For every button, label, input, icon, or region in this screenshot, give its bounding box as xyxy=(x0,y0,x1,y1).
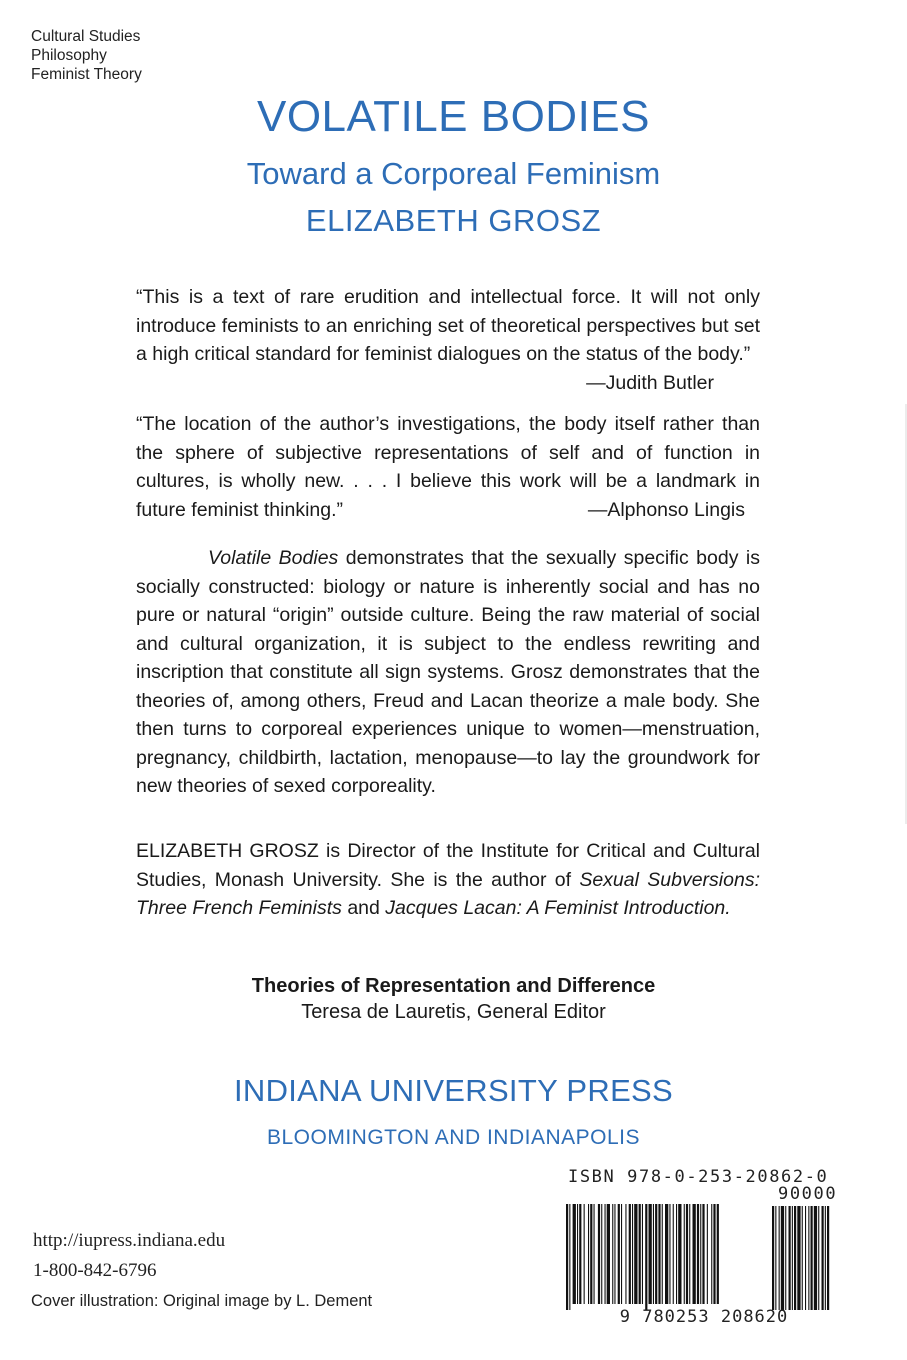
barcode-addon-bar xyxy=(779,1206,780,1310)
publisher-location: BLOOMINGTON AND INDIANAPOLIS xyxy=(266,1126,641,1149)
barcode-bar xyxy=(665,1204,668,1304)
barcode-addon-bar xyxy=(805,1206,806,1310)
barcode-bar xyxy=(649,1204,652,1304)
bio-book-title: Sexual Subversions: Three French Feminists xyxy=(136,868,760,919)
barcode-bar xyxy=(655,1204,657,1304)
barcode-addon-bar xyxy=(825,1206,826,1310)
barcode-bar xyxy=(588,1204,589,1304)
barcode-bar xyxy=(625,1204,626,1304)
bio-text: ELIZABETH GROSZ is Director of the Institute for Critical and Cultural Studies, Monash University. She is the author of xyxy=(136,840,760,891)
barcode-addon-bar xyxy=(797,1206,800,1310)
barcode-addon-bar xyxy=(775,1206,776,1310)
book-subtitle: Toward a Corporeal Feminism xyxy=(246,156,661,191)
book-description xyxy=(136,544,760,801)
description-text: demonstrates that the sexually specific body is socially constructed: biology or nature is inherently social and has no pure or natural “origin” outside culture. Being the raw material of social and cultural organization, it is subject to the endless rewriting and inscription that constitute all sign systems. Grosz demonstrates that the theories of, among others, Freud and Lacan theorize a male body. She then turns to corporeal experiences unique to women—menstruation, pregnancy, childbirth, lactation, menopause—to lay the groundwork for new theories of sexed corporeality. xyxy=(136,547,760,797)
author-bio xyxy=(136,837,760,923)
quote-text: “The location of the author’s investigations, the body itself rather than the sphere of subjective representations of self and of function in cultures, is wholly new. . . . I believe this work will be a landmark in future feminist thinking.” xyxy=(136,413,760,521)
barcode-bar xyxy=(566,1204,568,1310)
series-name: Theories of Representation and Difference xyxy=(251,975,656,997)
barcode-bar xyxy=(584,1204,585,1304)
barcode-bar xyxy=(686,1204,688,1304)
barcode-bar xyxy=(676,1204,677,1304)
barcode-bar xyxy=(629,1204,631,1304)
barcode-bar xyxy=(697,1204,699,1304)
barcode-bar xyxy=(598,1204,600,1304)
barcode-bar xyxy=(594,1204,595,1304)
barcode-bar xyxy=(569,1204,570,1310)
barcode-bar xyxy=(673,1204,674,1304)
barcode-bar xyxy=(662,1204,663,1304)
barcode-bar xyxy=(577,1204,578,1304)
barcode-bar xyxy=(639,1204,641,1304)
blurb-quote-lingis xyxy=(136,410,760,524)
barcode-addon-bar xyxy=(789,1206,791,1310)
barcode-addon-bar xyxy=(772,1206,774,1310)
barcode-bar xyxy=(614,1204,615,1304)
barcode-addon-bar xyxy=(802,1206,803,1310)
subject-item: Cultural Studies xyxy=(31,28,141,45)
barcode-bar xyxy=(702,1204,704,1304)
barcode-addon-bar xyxy=(822,1206,824,1310)
barcode-addon-bar xyxy=(792,1206,793,1310)
barcode-addon-bar xyxy=(814,1206,817,1310)
barcode-bar xyxy=(634,1204,637,1304)
bio-text: and xyxy=(341,897,386,919)
barcode-bar xyxy=(684,1204,685,1304)
cover-credit: Cover illustration: Original image by L. Dement xyxy=(31,1292,373,1310)
barcode-bar xyxy=(579,1204,581,1304)
isbn-label: ISBN 978-0-253-20862-0 xyxy=(568,1167,829,1187)
description-title: Volatile Bodies xyxy=(208,547,339,569)
barcode-bar xyxy=(707,1204,708,1304)
barcode-addon-bar xyxy=(785,1206,786,1310)
barcode-bar xyxy=(605,1204,606,1304)
barcode-bar xyxy=(700,1204,701,1304)
barcode-addon-bar xyxy=(827,1206,829,1310)
publisher-phone: 1-800-842-6796 xyxy=(33,1260,157,1281)
barcode-addon-number: 90000 xyxy=(778,1184,838,1204)
barcode-bar xyxy=(642,1204,643,1304)
barcode-digits: 9 780253 208620 xyxy=(619,1307,789,1327)
barcode-graphic xyxy=(566,1184,842,1314)
barcode-bar xyxy=(669,1204,670,1304)
barcode-bar xyxy=(601,1204,602,1304)
book-author: ELIZABETH GROSZ xyxy=(305,203,602,238)
barcode-addon-bar xyxy=(781,1206,784,1310)
bio-book-title: Jacques Lacan: A Feminist Introduction. xyxy=(385,897,731,919)
subject-categories xyxy=(31,27,142,84)
barcode-bar xyxy=(713,1204,715,1304)
barcode-bar xyxy=(658,1204,660,1304)
publisher-url[interactable]: http://iupress.indiana.edu xyxy=(33,1230,226,1251)
barcode-addon-bar xyxy=(811,1206,813,1310)
barcode-bar xyxy=(645,1204,647,1310)
barcode-bar xyxy=(607,1204,610,1304)
barcode-addon-bar xyxy=(794,1206,796,1310)
barcode-bar xyxy=(590,1204,592,1304)
publisher-contact xyxy=(33,1226,225,1286)
barcode-bar xyxy=(693,1204,696,1304)
quote-attribution: —Judith Butler xyxy=(586,371,714,394)
subject-item: Feminist Theory xyxy=(31,66,142,83)
barcode-bar xyxy=(653,1204,654,1304)
quote-text: “This is a text of rare erudition and intellectual force. It will not only introduce feminists to an enriching set of theoretical perspectives but set a high critical standard for feminist dialogues on the status of the body.” xyxy=(136,286,760,365)
publisher-name: INDIANA UNIVERSITY PRESS xyxy=(233,1073,674,1108)
series-info xyxy=(0,973,907,1025)
barcode-bar xyxy=(717,1204,719,1304)
barcode-addon-bar xyxy=(808,1206,809,1310)
barcode-addon-bar xyxy=(818,1206,819,1310)
blurb-quote-butler xyxy=(136,283,760,397)
quote-attribution: —Alphonso Lingis xyxy=(587,498,745,521)
barcode-bar xyxy=(573,1204,576,1304)
book-title: VOLATILE BODIES xyxy=(256,92,651,141)
barcode-bar xyxy=(618,1204,620,1304)
barcode-bar xyxy=(632,1204,633,1304)
isbn-barcode xyxy=(566,1184,842,1314)
barcode-bar xyxy=(678,1204,681,1304)
barcode-bar xyxy=(612,1204,613,1304)
barcode-bar xyxy=(689,1204,690,1304)
barcode-bar xyxy=(711,1204,712,1304)
subject-item: Philosophy xyxy=(31,47,107,64)
series-editor: Teresa de Lauretis, General Editor xyxy=(301,1001,606,1023)
barcode-bar xyxy=(621,1204,622,1304)
